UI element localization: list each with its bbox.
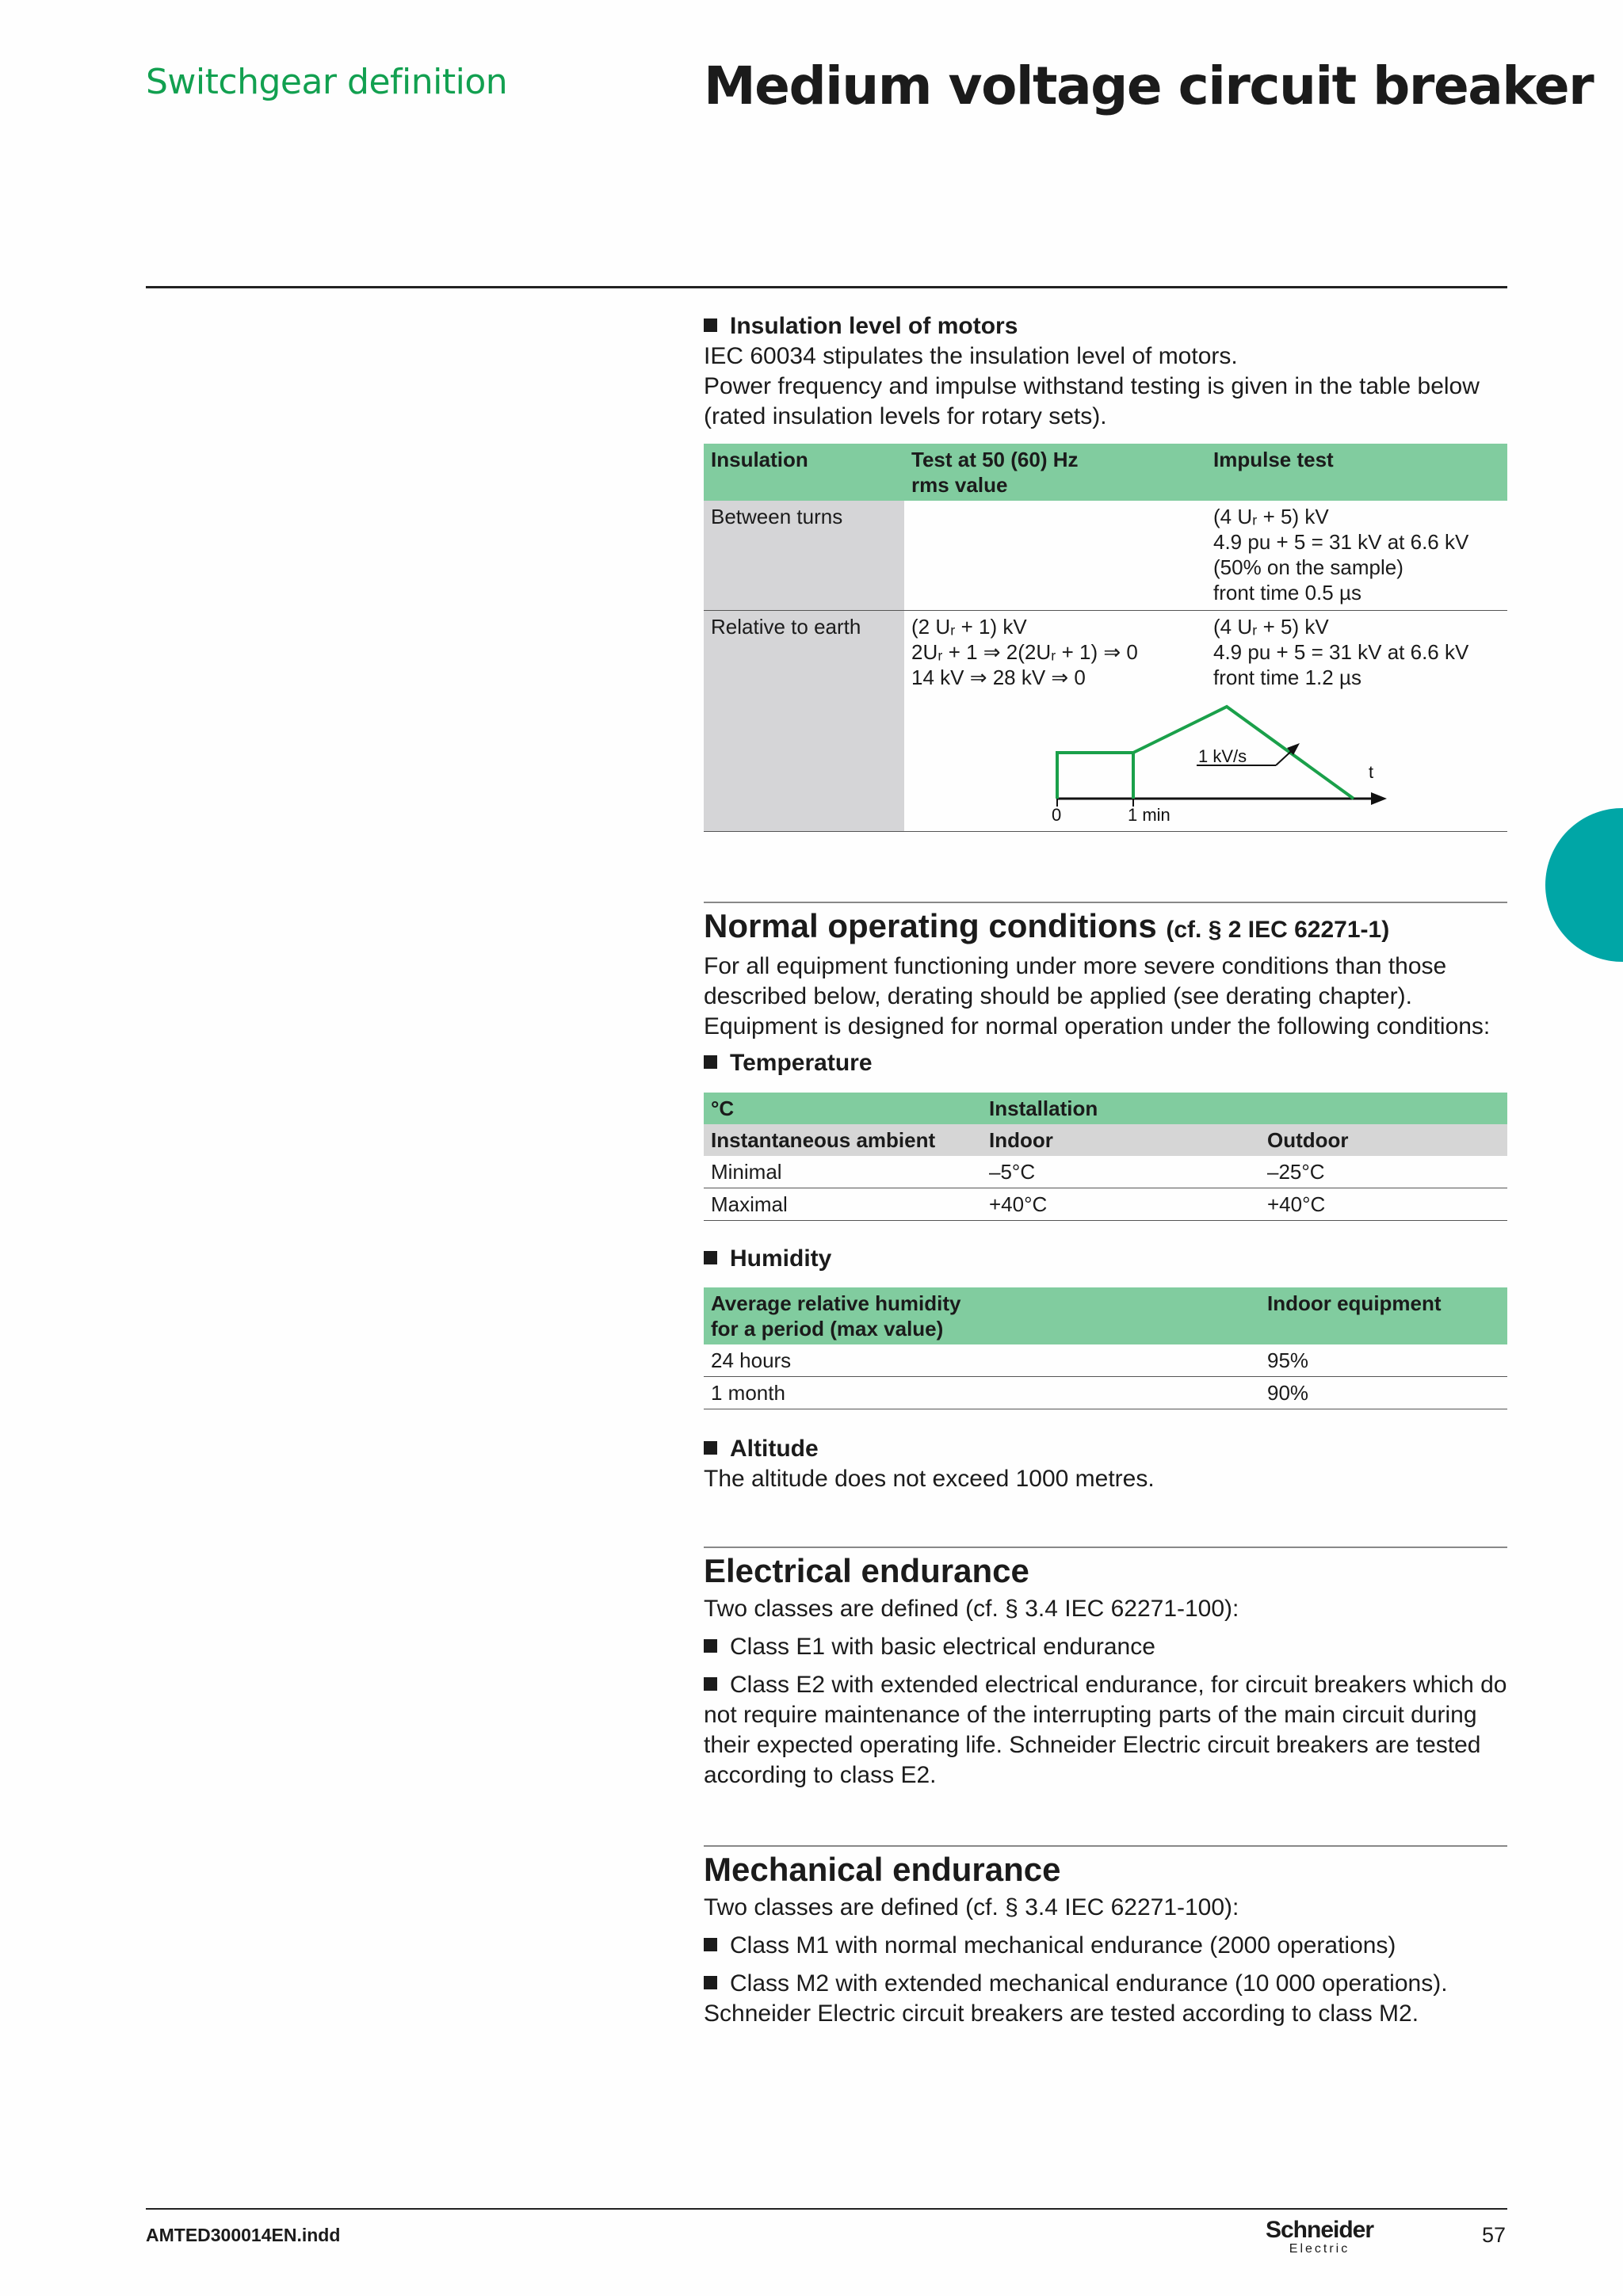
header-indoor: Indoor xyxy=(982,1124,1260,1156)
insulation-heading: Insulation level of motors xyxy=(704,311,1507,341)
humidity-heading-wrap xyxy=(704,1244,1507,1274)
row-outdoor: –25°C xyxy=(1260,1156,1507,1188)
altitude-heading: Altitude xyxy=(704,1434,1507,1464)
electrical-heading: Electrical endurance xyxy=(704,1552,1029,1589)
row-test-empty xyxy=(904,501,1206,610)
table-header-row xyxy=(704,444,1507,501)
row-label: Maximal xyxy=(704,1188,982,1221)
table-header-row xyxy=(704,1287,1507,1344)
table-row xyxy=(704,1344,1507,1377)
section-divider xyxy=(704,902,1507,903)
humidity-heading: Humidity xyxy=(704,1244,1507,1274)
row-value: 90% xyxy=(1260,1377,1507,1409)
mechanical-intro: Two classes are defined (cf. § 3.4 IEC 62271-100): xyxy=(704,1894,1239,1920)
page-number: 57 xyxy=(1482,2223,1507,2247)
list-item: Class E1 with basic electrical endurance xyxy=(704,1632,1507,1662)
row-label: 1 month xyxy=(704,1377,1260,1409)
logo-text: Schneider xyxy=(1265,2217,1374,2243)
header-average-humidity: Average relative humidity for a period (max value) xyxy=(704,1287,1260,1344)
section-label: Switchgear definition xyxy=(146,62,508,102)
section-divider xyxy=(704,1845,1507,1847)
row-value: 95% xyxy=(1260,1344,1507,1377)
table-subheader-row xyxy=(704,1124,1507,1156)
header-ambient: Instantaneous ambient xyxy=(704,1124,982,1156)
insulation-line2: Power frequency and impulse withstand testing is given in the table below (rated insulation levels for rotary sets). xyxy=(704,373,1480,429)
altitude-text: The altitude does not exceed 1000 metres. xyxy=(704,1466,1155,1492)
header-test: Test at 50 (60) Hz rms value xyxy=(904,444,1206,501)
page-title: Medium voltage circuit breaker xyxy=(704,55,1594,116)
min-label: 1 min xyxy=(1128,805,1170,825)
schneider-logo xyxy=(1256,2218,1383,2256)
square-bullet-icon xyxy=(704,1976,717,1989)
list-item: Class M2 with extended mechanical endurance (10 000 operations). Schneider Electric circuit breakers are tested according to class M2. xyxy=(704,1970,1448,2027)
normal-paragraph: For all equipment functioning under more severe conditions than those described below, derating should be applied (see derating chapter). Equipment is designed for normal operation under the following conditions: xyxy=(704,953,1491,1039)
row-label-relative-earth: Relative to earth xyxy=(704,610,904,831)
t-label: t xyxy=(1369,762,1374,782)
header-insulation: Insulation xyxy=(704,444,904,501)
section-divider xyxy=(704,1547,1507,1548)
row-impulse-relative-earth: (4 Uᵣ + 5) kV 4.9 pu + 5 = 31 kV at 6.6 kV front time 1.2 µs xyxy=(1206,610,1507,831)
row-test-relative-earth: (2 Uᵣ + 1) kV 2Uᵣ + 1 ⇒ 2(2Uᵣ + 1) ⇒ 0 14 kV ⇒ 28 kV ⇒ 0 xyxy=(904,610,1206,831)
chapter-tab xyxy=(1545,808,1623,962)
mechanical-heading: Mechanical endurance xyxy=(704,1851,1061,1888)
square-bullet-icon xyxy=(704,1251,717,1264)
row-label: Minimal xyxy=(704,1156,982,1188)
table-row xyxy=(704,1377,1507,1409)
test-waveform-diagram xyxy=(1022,689,1403,828)
insulation-section xyxy=(704,311,1507,432)
header-installation: Installation xyxy=(982,1093,1507,1124)
electrical-intro: Two classes are defined (cf. § 3.4 IEC 62271-100): xyxy=(704,1596,1239,1622)
top-divider xyxy=(146,286,1507,288)
logo-subtext: Electric xyxy=(1289,2242,1350,2256)
square-bullet-icon xyxy=(704,1639,717,1653)
square-bullet-icon xyxy=(704,1938,717,1951)
square-bullet-icon xyxy=(704,318,717,332)
header-outdoor: Outdoor xyxy=(1260,1124,1507,1156)
header-indoor-equipment: Indoor equipment xyxy=(1260,1287,1507,1344)
table-row xyxy=(704,1188,1507,1221)
square-bullet-icon xyxy=(704,1441,717,1455)
row-indoor: –5°C xyxy=(982,1156,1260,1188)
row-impulse-between-turns: (4 Uᵣ + 5) kV 4.9 pu + 5 = 31 kV at 6.6 kV (50% on the sample) front time 0.5 µs xyxy=(1206,501,1507,610)
table-row xyxy=(704,1156,1507,1188)
altitude-section xyxy=(704,1434,1507,1494)
normal-conditions-section xyxy=(704,906,1507,1078)
footer-filename: AMTED300014EN.indd xyxy=(146,2225,341,2245)
insulation-line1: IEC 60034 stipulates the insulation level of motors. xyxy=(704,343,1238,369)
square-bullet-icon xyxy=(704,1677,717,1691)
temperature-table xyxy=(704,1093,1507,1221)
humidity-table xyxy=(704,1287,1507,1409)
row-outdoor: +40°C xyxy=(1260,1188,1507,1221)
mechanical-section xyxy=(704,1850,1507,2029)
row-label: 24 hours xyxy=(704,1344,1260,1377)
table-row xyxy=(704,501,1507,610)
header-unit: °C xyxy=(704,1093,982,1124)
table-header-row xyxy=(704,1093,1507,1124)
square-bullet-icon xyxy=(704,1055,717,1069)
list-item: Class E2 with extended electrical endurance, for circuit breakers which do not require maintenance of the interrupting parts of the main circuit during their expected operating life. Schneider Electric circuit breakers are tested according to class E2. xyxy=(704,1672,1507,1788)
row-indoor: +40°C xyxy=(982,1188,1260,1221)
power-frequency-test-step xyxy=(1057,753,1133,799)
normal-heading: Normal operating conditions (cf. § 2 IEC 62271-1) xyxy=(704,907,1390,944)
footer-divider xyxy=(146,2208,1507,2210)
zero-label: 0 xyxy=(1052,805,1062,825)
rate-label: 1 kV/s xyxy=(1198,746,1247,766)
list-item: Class M1 with normal mechanical endurance (2000 operations) xyxy=(704,1931,1507,1961)
axis-arrow-icon xyxy=(1371,792,1387,805)
row-label-between-turns: Between turns xyxy=(704,501,904,610)
electrical-section xyxy=(704,1551,1507,1791)
header-impulse: Impulse test xyxy=(1206,444,1507,501)
temperature-heading: Temperature xyxy=(704,1048,1507,1078)
